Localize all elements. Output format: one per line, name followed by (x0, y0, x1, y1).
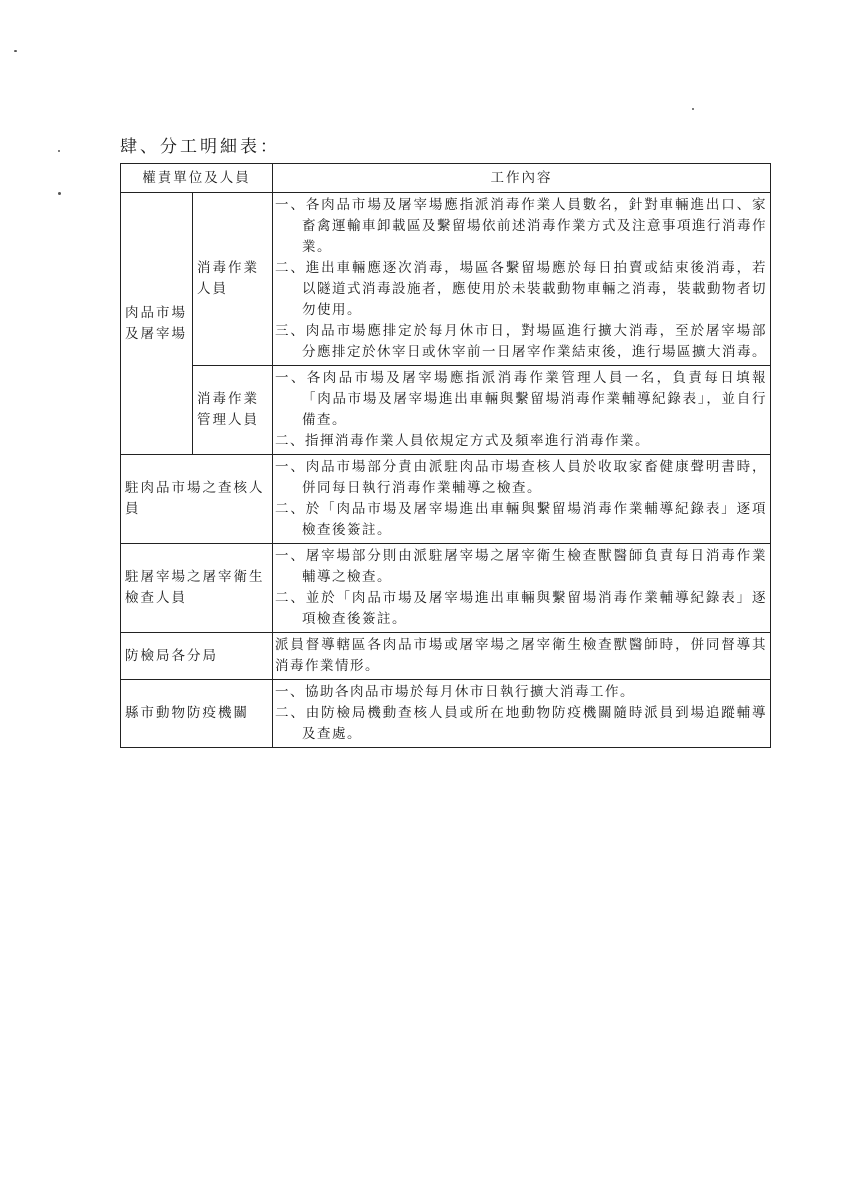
work-content (273, 366, 771, 455)
unit-county-agencies: 縣市動物防疫機關 (121, 680, 273, 748)
work-content (273, 455, 771, 544)
scan-speck (14, 50, 17, 52)
table-row (121, 680, 771, 748)
table-row (121, 544, 771, 633)
subunit-disinfection-workers: 消毒作業人員 (193, 193, 273, 366)
table-row (121, 633, 771, 680)
division-of-labor-table (120, 163, 771, 748)
table-row (121, 193, 771, 366)
work-item: 一、屠宰場部分則由派駐屠宰場之屠宰衛生檢查獸醫師負責每日消毒作業輔導之檢查。 (275, 548, 767, 585)
header-work: 工作內容 (273, 164, 771, 193)
work-content (273, 193, 771, 366)
work-item: 二、進出車輛應逐次消毒，場區各繫留場應於每日拍賣或結束後消毒，若以隧道式消毒設施者，應使用於未裝載動物車輛之消毒，裝載動物者切勿使用。 (275, 260, 767, 318)
work-item: 二、由防檢局機動查核人員或所在地動物防疫機關隨時派員到場追蹤輔導及查處。 (275, 705, 767, 742)
work-text: 派員督導轄區各肉品市場或屠宰場之屠宰衛生檢查獸醫師時，併同督導其消毒作業情形。 (275, 637, 767, 674)
table-header-row (121, 164, 771, 193)
unit-slaughter-inspectors: 駐屠宰場之屠宰衛生檢查人員 (121, 544, 273, 633)
unit-market-inspectors: 駐肉品市場之查核人員 (121, 455, 273, 544)
scan-speck (58, 150, 60, 152)
unit-meat-market: 肉品市場及屠宰場 (121, 193, 193, 455)
table-row (121, 366, 771, 455)
work-content (273, 633, 771, 680)
header-unit: 權責單位及人員 (121, 164, 273, 193)
subunit-disinfection-managers: 消毒作業管理人員 (193, 366, 273, 455)
unit-branch-offices: 防檢局各分局 (121, 633, 273, 680)
work-content (273, 544, 771, 633)
work-item: 一、各肉品市場及屠宰場應指派消毒作業管理人員一名，負責每日填報「肉品市場及屠宰場進出車輛與繫留場消毒作業輔導紀錄表」，並自行備查。 (275, 370, 767, 428)
work-item: 二、指揮消毒作業人員依規定方式及頻率進行消毒作業。 (275, 433, 650, 449)
work-item: 一、肉品市場部分責由派駐肉品市場查核人員於收取家畜健康聲明書時，併同每日執行消毒作業輔導之檢查。 (275, 459, 767, 496)
work-item: 一、協助各肉品市場於每月休市日執行擴大消毒工作。 (275, 684, 635, 700)
work-item: 一、各肉品市場及屠宰場應指派消毒作業人員數名，針對車輛進出口、家畜禽運輸車卸載區及繫留場依前述消毒作業方式及注意事項進行消毒作業。 (275, 197, 767, 255)
scan-speck (692, 108, 694, 110)
work-item: 三、肉品市場應排定於每月休市日，對場區進行擴大消毒，至於屠宰場部分應排定於休宰日或休宰前一日屠宰作業結束後，進行場區擴大消毒。 (275, 323, 767, 360)
table-row (121, 455, 771, 544)
work-content (273, 680, 771, 748)
page-title: 肆、分工明細表： (120, 137, 280, 157)
work-item: 二、並於「肉品市場及屠宰場進出車輛與繫留場消毒作業輔導紀錄表」逐項檢查後簽註。 (275, 590, 767, 627)
work-item: 二、於「肉品市場及屠宰場進出車輛與繫留場消毒作業輔導紀錄表」逐項檢查後簽註。 (275, 501, 767, 538)
scan-speck (58, 192, 61, 195)
